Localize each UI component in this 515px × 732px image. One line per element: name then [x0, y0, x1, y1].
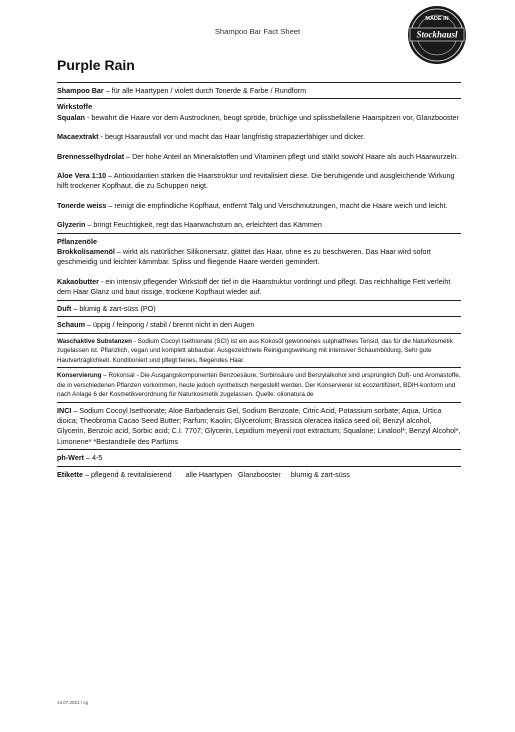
wirkstoff-text: - beugt Haarausfall vor und macht das Haar langfristig strapazierfähiger und dicker. — [98, 132, 366, 142]
wirkstoff-label: Brennesselhydrolat — [57, 151, 125, 161]
schaum-line — [57, 320, 461, 330]
divider — [57, 333, 461, 334]
inci-section — [57, 406, 461, 448]
shampoo-label: Shampoo Bar — [57, 86, 104, 95]
wirkstoff-text: – Antioxidantien stärken die Haarstruktur und revitalisiert diese. Die beruhigende und ausgleichende Wirkung hilft trockener Kopfhaut, die zu Schuppen neigt. — [57, 171, 455, 191]
ph-text: – 4-5 — [84, 453, 103, 463]
divider — [57, 98, 461, 99]
divider — [57, 233, 461, 234]
wirkstoff-text: – reinigt die empfindliche Kopfhaut, entfernt Talg und Verschmutzungen, macht die Haare weich und leicht. — [106, 200, 448, 210]
wirkstoff-label: Glyzerin — [57, 220, 86, 230]
pflanzenoel-item — [57, 277, 461, 298]
wirkstoff-item — [57, 132, 461, 142]
wirkstoffe-heading: Wirkstoffe — [57, 102, 93, 112]
pflanzenoel-text: - ein intensiv pflegender Wirkstoff der tief in die Haarstruktur vordringt und pflegt. Das reichhaltige Fett verleiht dem Haar Glanz und baut rissige, trockene Kopfhaut wieder auf. — [57, 276, 451, 297]
logo-main-text: Stockhausl — [416, 29, 458, 40]
document-header: Shampoo Bar Fact Sheet — [214, 27, 301, 36]
konservierung-text: – Rokonsal - Die Ausgangskomponenten Benzoesäure, Sorbinsäure und Benzylalkohol sind ursprünglich Duft- und Aromastoffe, die in verschiedenen Pflanzen vorkommen, heute jedoch synthetisch hergestellt werden. Der Konservierer ist ecozertifiziert, BDIH-konform und nach Anlage 6 der Kosmetikverordnung für Naturkosmetik zugelassen. Quelle: olionatura.de — [57, 372, 461, 398]
etikette-tag: Glanzbooster — [238, 469, 281, 479]
waschaktive-section — [57, 337, 461, 366]
ph-line — [57, 453, 461, 463]
waschaktive-label: Waschaktive Substanzen — [57, 337, 133, 345]
etikette-tag: blumig & zart-süss — [290, 469, 350, 479]
pflanzenoele-heading: Pflanzenöle — [57, 236, 97, 246]
inci-label: INCI — [57, 405, 72, 415]
divider — [57, 300, 461, 301]
etikette-text: – pflegend & revitalisierend — [82, 469, 172, 479]
duft-text: – blumig & zart-süss (PO) — [71, 303, 156, 313]
pflanzenoel-text: – wirkt als natürlicher Silikonersatz, glättet das Haar, ohne es zu beschweren. Das Haar wird sofort geschmeidig und leichter kämmbar. Spliss und fliegende Haare werden gemindert. — [57, 247, 431, 267]
wirkstoff-text: – bringt Feuchtigkeit, regt das Haarwachstum an, erleichtert das Kämmen — [85, 220, 322, 230]
brand-logo-icon — [406, 4, 468, 66]
wirkstoff-text: – Der hohe Anteil an Mineralstoffen und Vitaminen pflegt und stärkt sowohl Haare als auch Haarwurzeln. — [124, 151, 459, 161]
etikette-label: Etikette — [57, 469, 83, 479]
wirkstoff-text: - bewahrt die Haare vor dem Austrocknen, beugt spröde, brüchige und splissbefallene Haarspitzen vor, Glanzbooster — [84, 112, 459, 122]
divider — [57, 402, 461, 403]
wirkstoff-item — [57, 201, 461, 211]
logo-top-text: MADE IN — [425, 16, 449, 22]
fact-sheet-content — [57, 80, 461, 480]
divider — [57, 466, 461, 467]
schaum-label: Schaum — [57, 320, 85, 330]
ph-label: ph-Wert — [57, 453, 85, 463]
wirkstoff-item — [57, 152, 461, 162]
product-name: Purple Rain — [57, 57, 135, 73]
wirkstoff-item — [57, 220, 461, 230]
divider — [57, 82, 461, 83]
shampoo-bar-line — [57, 86, 461, 96]
wirkstoff-label: Squalan — [57, 112, 85, 122]
konservierung-label: Konservierung — [57, 372, 102, 379]
shampoo-text: – für alle Haartypen / violett durch Tonerde & Farbe / Rundform — [103, 86, 307, 95]
wirkstoff-item — [57, 113, 461, 123]
footer-date: 14.07.2021 / cg — [57, 700, 89, 705]
inci-text: – Sodium Cocoyl Isethionate; Aloe Barbadensis Gel, Sodium Benzoate, Citric Acid, Potassium sorbate; Aqua, Urtica dioica; Theobroma Cacao Seed Butter; Parfum; Kaolin; Glycerolum; Brassica oleracea italica seed oil; Benzyl alcohol, Glycerin, Benzoic acid, Sorbic acid; C.I. 7707; Glycerin, Lepidium meyenii root extractum; Squalane; Linalool*; Benzyl Alcohol*, Limonene* *Bestandteile des Parfüms — [57, 405, 461, 446]
wirkstoff-label: Tonerde weiss — [57, 200, 107, 210]
pflanzenoel-label: Kakaobutter — [57, 276, 99, 286]
wirkstoff-label: Macaextrakt — [57, 132, 99, 142]
etikette-tag: alle Haartypen — [185, 469, 233, 479]
waschaktive-text: - Sodium Cocoyl Isethionate (SCI) ist ein aus Kokosöl gewonnenes sulphatfreies Tensid, das für die Naturkosmetik zugelassen ist. Pflanzlich, vegan und komplett abbaubar. Ausgezeichnete Reinigungswirkung mit intensiver Schaumbildung. Sehr gute Hautverträglichkeit. Konditioniert und pflegt feines, fliegendes Haar. — [57, 337, 453, 364]
divider — [57, 316, 461, 317]
wirkstoff-label: Aloe Vera 1:10 — [57, 171, 107, 181]
divider — [57, 367, 461, 368]
duft-label: Duft — [57, 303, 72, 313]
pflanzenoel-item — [57, 247, 461, 268]
wirkstoff-item — [57, 171, 461, 192]
schaum-text: – üppig / feinporig / stabil / brennt nicht in den Augen — [84, 320, 255, 330]
divider — [57, 449, 461, 450]
konservierung-section — [57, 371, 461, 400]
duft-line — [57, 304, 461, 314]
etikette-line — [57, 470, 461, 480]
pflanzenoel-label: Brokkolisamenöl — [57, 247, 115, 257]
